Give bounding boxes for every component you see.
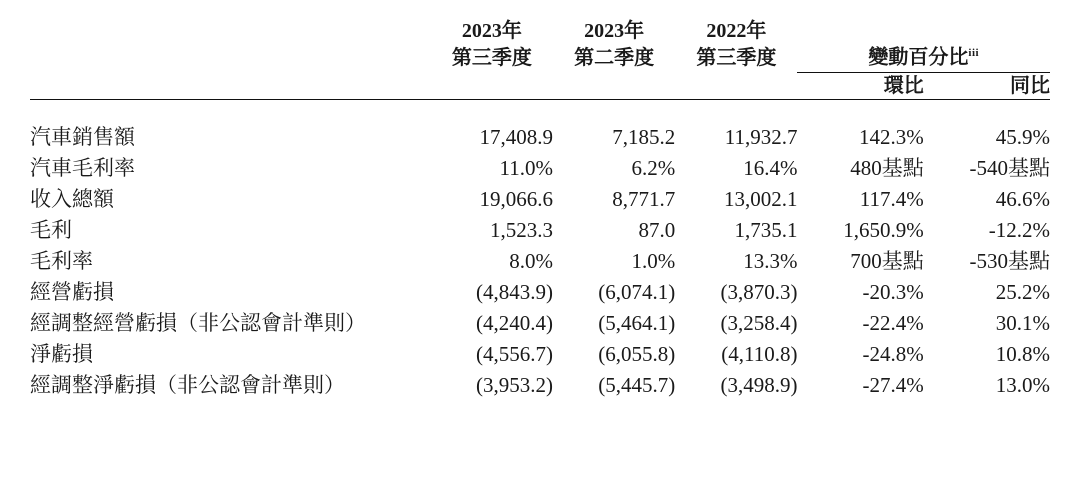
cell-yoy: 46.6% bbox=[995, 187, 1050, 211]
cell-q3-2023: (4,240.4) bbox=[476, 311, 553, 335]
cell-yoy: 10.8% bbox=[995, 342, 1050, 366]
cell-q3-2022: 1,735.1 bbox=[734, 218, 798, 242]
cell-qoq: -27.4% bbox=[862, 373, 924, 397]
header-change-group-label: 變動百分比 bbox=[868, 47, 969, 69]
subheader-spacer-label bbox=[30, 73, 431, 100]
subheader-qoq: 環比 bbox=[883, 75, 924, 97]
cell-qoq: 700基點 bbox=[850, 249, 924, 273]
cell-yoy: -12.2% bbox=[988, 218, 1050, 242]
cell-qoq: 117.4% bbox=[859, 187, 924, 211]
subheader-spacer-2 bbox=[553, 73, 675, 100]
cell-q3-2022: 13,002.1 bbox=[723, 187, 798, 211]
table-row bbox=[30, 339, 1050, 370]
cell-q2-2023: (5,464.1) bbox=[598, 311, 676, 335]
cell-q3-2022: (4,110.8) bbox=[721, 342, 798, 366]
subheader-yoy: 同比 bbox=[1010, 75, 1050, 97]
header-period-q3-2022-quarter: 第三季度 bbox=[696, 47, 777, 69]
cell-qoq: 1,650.9% bbox=[843, 218, 924, 242]
spacer-cell-2 bbox=[553, 100, 675, 122]
subheader-spacer-3 bbox=[675, 73, 797, 100]
table-body bbox=[30, 122, 1050, 401]
row-label: 毛利 bbox=[30, 218, 72, 242]
table-row bbox=[30, 246, 1050, 277]
cell-q3-2023: 11.0% bbox=[499, 156, 553, 180]
header-period-q3-2023-year: 2023年 bbox=[461, 20, 522, 42]
row-label: 汽車銷售額 bbox=[30, 125, 135, 149]
cell-q3-2023: 17,408.9 bbox=[479, 125, 553, 149]
row-label: 經營虧損 bbox=[30, 280, 114, 304]
cell-q2-2023: 8,771.7 bbox=[612, 187, 676, 211]
cell-qoq: -24.8% bbox=[862, 342, 924, 366]
cell-yoy: -530基點 bbox=[969, 249, 1050, 273]
cell-q2-2023: 6.2% bbox=[631, 156, 676, 180]
spacer-cell-3 bbox=[675, 100, 797, 122]
row-label: 汽車毛利率 bbox=[30, 156, 135, 180]
table-row bbox=[30, 308, 1050, 339]
header-period-q3-2022-year: 2022年 bbox=[706, 20, 767, 42]
cell-q2-2023: 1.0% bbox=[631, 249, 676, 273]
financial-table-page bbox=[0, 18, 1078, 501]
spacer-cell-1 bbox=[431, 100, 553, 122]
cell-yoy: 13.0% bbox=[995, 373, 1050, 397]
header-period-q3-2023 bbox=[431, 18, 553, 72]
cell-q3-2022: 16.4% bbox=[743, 156, 798, 180]
cell-q3-2022: (3,258.4) bbox=[720, 311, 798, 335]
cell-q2-2023: (5,445.7) bbox=[598, 373, 676, 397]
table-row bbox=[30, 215, 1050, 246]
financial-summary-table bbox=[30, 18, 1050, 401]
spacer-cell-4 bbox=[797, 100, 923, 122]
cell-q3-2023: (3,953.2) bbox=[476, 373, 553, 397]
cell-qoq: 142.3% bbox=[858, 125, 924, 149]
cell-qoq: 480基點 bbox=[850, 156, 924, 180]
header-change-subrow bbox=[30, 73, 1050, 100]
header-period-q2-2023 bbox=[553, 18, 675, 72]
header-label-col bbox=[30, 18, 431, 72]
cell-q2-2023: 87.0 bbox=[638, 218, 676, 242]
cell-q3-2023: 1,523.3 bbox=[490, 218, 553, 242]
cell-q3-2022: (3,498.9) bbox=[720, 373, 798, 397]
header-change-group bbox=[797, 18, 1050, 72]
header-period-row bbox=[30, 18, 1050, 72]
cell-yoy: -540基點 bbox=[969, 156, 1050, 180]
table-row bbox=[30, 370, 1050, 401]
cell-q3-2023: (4,843.9) bbox=[476, 280, 553, 304]
row-label: 淨虧損 bbox=[30, 342, 93, 366]
cell-q3-2023: 8.0% bbox=[509, 249, 553, 273]
spacer-cell-5 bbox=[924, 100, 1050, 122]
spacer-cell-label bbox=[30, 100, 431, 122]
cell-q3-2022: 11,932.7 bbox=[724, 125, 798, 149]
header-period-q3-2022 bbox=[675, 18, 797, 72]
cell-yoy: 45.9% bbox=[995, 125, 1050, 149]
header-period-q3-2023-quarter: 第三季度 bbox=[451, 47, 532, 69]
row-label: 經調整經營虧損（非公認會計準則） bbox=[30, 311, 366, 335]
subheader-spacer-1 bbox=[431, 73, 553, 100]
cell-q3-2023: (4,556.7) bbox=[476, 342, 553, 366]
header-body-spacer bbox=[30, 100, 1050, 122]
cell-qoq: -22.4% bbox=[862, 311, 924, 335]
cell-qoq: -20.3% bbox=[862, 280, 924, 304]
header-period-q2-2023-quarter: 第二季度 bbox=[574, 47, 655, 69]
table-row bbox=[30, 184, 1050, 215]
cell-yoy: 25.2% bbox=[995, 280, 1050, 304]
table-header bbox=[30, 18, 1050, 122]
cell-q2-2023: (6,055.8) bbox=[598, 342, 676, 366]
row-label: 毛利率 bbox=[30, 249, 93, 273]
table-row bbox=[30, 153, 1050, 184]
cell-q2-2023: 7,185.2 bbox=[612, 125, 676, 149]
cell-q3-2023: 19,066.6 bbox=[479, 187, 553, 211]
cell-q2-2023: (6,074.1) bbox=[598, 280, 676, 304]
cell-yoy: 30.1% bbox=[995, 311, 1050, 335]
cell-q3-2022: (3,870.3) bbox=[720, 280, 798, 304]
row-label: 收入總額 bbox=[30, 187, 114, 211]
row-label: 經調整淨虧損（非公認會計準則） bbox=[30, 373, 345, 397]
header-change-group-superscript: iii bbox=[968, 47, 980, 60]
table-row bbox=[30, 277, 1050, 308]
header-period-q2-2023-year: 2023年 bbox=[584, 20, 645, 42]
cell-q3-2022: 13.3% bbox=[743, 249, 798, 273]
table-row bbox=[30, 122, 1050, 153]
